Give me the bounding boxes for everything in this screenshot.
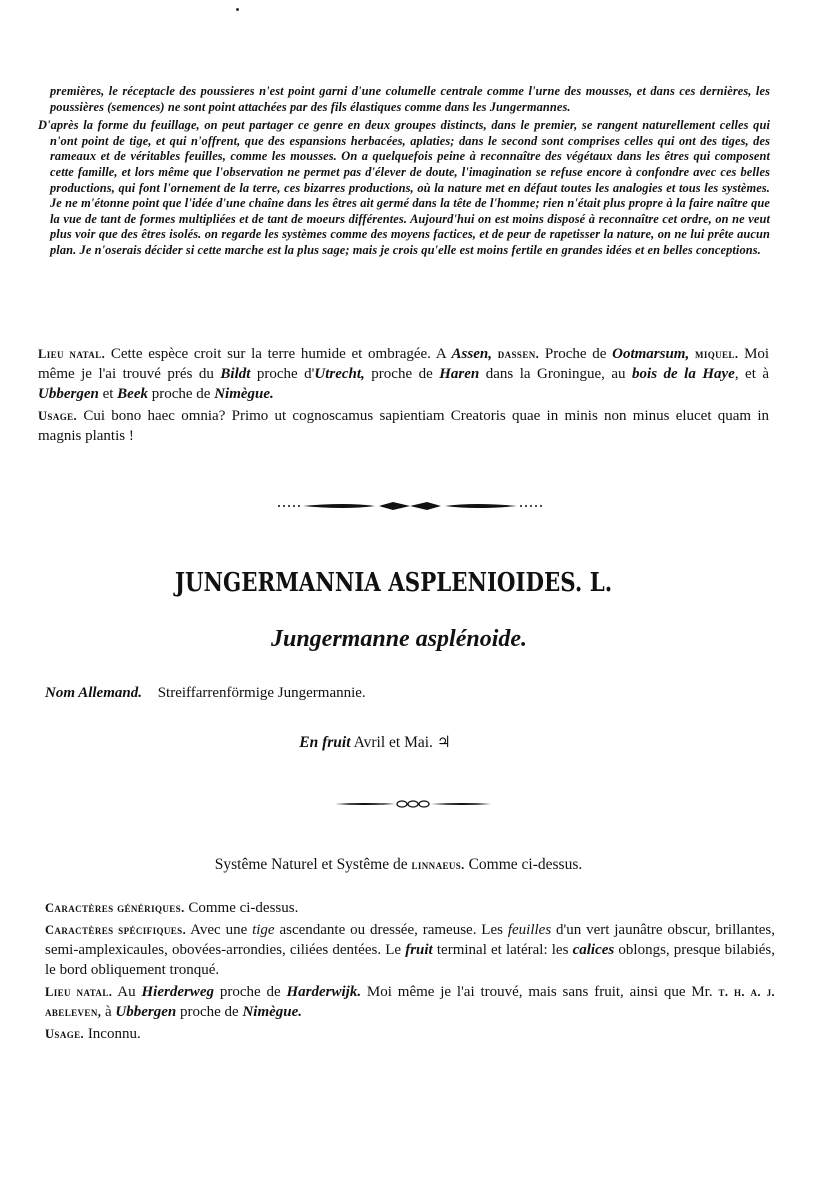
text: d'un vert jaunâtre obscur, brillantes, semi-amplexicaules, obovées-arrondies, ciliées dentées. Le	[45, 922, 775, 958]
text: Cette espèce croit sur la terre humide et ombragée. A	[110, 346, 446, 362]
ornament-divider-2	[333, 797, 493, 811]
place-name: Utrecht,	[314, 366, 365, 382]
systeme-line	[0, 856, 797, 874]
text: Systême Naturel et Systême de	[214, 856, 408, 873]
term: feuilles	[507, 922, 552, 938]
generic-text: Comme ci-dessus.	[188, 900, 299, 916]
usage-label: Usage.	[38, 409, 78, 423]
place-name: Hierderweg	[141, 984, 214, 1000]
description-section	[45, 898, 775, 1046]
text: Au	[117, 984, 136, 1000]
text: terminal et latéral: les	[436, 942, 569, 958]
place-name: Haren	[439, 366, 480, 382]
nom-allemand-line	[45, 683, 745, 703]
perennial-symbol: ♃	[436, 734, 451, 751]
lieu-natal-label: Lieu natal.	[38, 347, 106, 361]
place-name: Beek	[117, 386, 148, 402]
text: proche d'	[256, 366, 315, 382]
species-subtitle: Jungermanne asplénoide.	[270, 626, 528, 652]
place-name: Bildt	[220, 366, 251, 382]
usage-section-1	[38, 406, 769, 446]
text: proche de	[180, 1004, 239, 1020]
term: tige	[252, 922, 275, 938]
intro-text	[38, 84, 770, 259]
fruiting-period	[0, 733, 750, 752]
lieu-natal-section-2	[45, 982, 775, 1022]
author-name: dassen.	[497, 347, 540, 361]
specific-characters	[45, 920, 775, 980]
text: oblongs, presque bilabiés, le bord obliquement tronqué.	[45, 942, 776, 978]
usage-text: Cui bono haec omnia? Primo ut cognoscamus sapientiam Creatoris quae in minis non minus elucet quam in magnis plantis !	[38, 408, 769, 444]
text: dans la Groningue, au	[485, 366, 626, 382]
nom-allemand-label: Nom Allemand.	[45, 685, 142, 701]
intro-paragraph-2: D'après la forme du feuillage, on peut partager ce genre en deux groupes distincts, dans le premier, se rangent naturellement celles qui n'ont point de tige, et qui n'offrent, que des espansions herbacées, aplaties; dans le second sont comprises celles qui ont des tiges, des rameaux et de véritables feuilles, comme les mousses. On a quelquefois peine à reconnaître des végétaux dans les êtres qui composent cette famille, et lors même que l'observation ne permet pas d'élever de doute, l'imagination se refuse encore à confondre avec ces belles productions, qui font l'ornement de la terre, ces bizarres productions, où la nature met en défaut toutes les analogies et tous les systèmes. Je ne m'étonne point que l'idée d'une chaîne dans les êtres ait germé dans la tête de l'homme; rien n'était plus propre à la faire naître que la vue de tant de formes multipliées et de tant de moeurs différentes. Aujourd'hui on est moins disposé à reconnaître cet ordre, on ne veut plus voir que des êtres isolés. on regarde les systèmes comme des moyens factices, et de peur de rapetisser la nature, on ne lui prête aucun plan. Je n'oserais décider si cette marche est la plus sage; mais je crois qu'elle est moins fertile en grandes idées et en belles conceptions.	[38, 118, 770, 257]
lieu-natal-label: Lieu natal.	[45, 985, 113, 999]
text: Avec une	[190, 922, 248, 938]
generic-label: Caractères génériques.	[45, 901, 185, 915]
term: fruit	[405, 942, 433, 958]
place-name: Ootmarsum,	[612, 346, 690, 362]
place-name: Ubbergen	[115, 1004, 177, 1020]
text: Proche de	[544, 346, 607, 362]
text: et	[102, 386, 114, 402]
text: Moi même je l'ai trouvé prés du	[38, 346, 770, 382]
place-name: Nimègue.	[214, 386, 274, 402]
text: proche de	[151, 386, 211, 402]
stray-dot	[236, 8, 239, 11]
place-name: Assen,	[451, 346, 492, 362]
term: calices	[572, 942, 615, 958]
lieu-natal-section-1	[38, 344, 769, 404]
text: Moi même je l'ai trouvé, mais sans fruit, ainsi que Mr.	[366, 984, 713, 1000]
text: proche de	[371, 366, 433, 382]
specific-label: Caractères spécifiques.	[45, 923, 187, 937]
author-name: t. h. a. j. abeleven,	[45, 985, 775, 1019]
place-name: bois de la Haye	[632, 366, 735, 382]
usage-text: Inconnu.	[87, 1026, 141, 1042]
text: Comme ci-dessus.	[468, 856, 583, 873]
species-title: JUNGERMANNIA ASPLENIOIDES. L.	[174, 568, 613, 598]
usage-label: Usage.	[45, 1027, 85, 1041]
place-name: Nimègue.	[242, 1004, 303, 1020]
author-name: miquel.	[694, 347, 739, 361]
nom-allemand-value: Streiffarrenförmige Jungermannie.	[157, 685, 366, 701]
place-name: Harderwijk.	[286, 984, 362, 1000]
intro-paragraph-1: premières, le réceptacle des poussieres n'est point garni d'une columelle centrale comme l'urne des mousses, et dans ces dernières, les poussières (semences) ne sont point attachées par des fils élastiques comme dans les Jungermannes.	[50, 84, 770, 114]
place-name: Ubbergen	[38, 386, 99, 402]
generic-characters	[45, 898, 775, 918]
author-name: linnaeus.	[411, 858, 465, 872]
fruit-months: Avril et Mai.	[353, 734, 433, 751]
text: proche de	[219, 984, 281, 1000]
text: , et à	[734, 366, 770, 382]
fruit-label: En fruit	[299, 734, 351, 751]
usage-section-2	[45, 1024, 775, 1044]
text: à	[105, 1004, 112, 1020]
ornament-divider-1	[275, 498, 545, 514]
text: ascendante ou dressée, rameuse. Les	[279, 922, 503, 938]
